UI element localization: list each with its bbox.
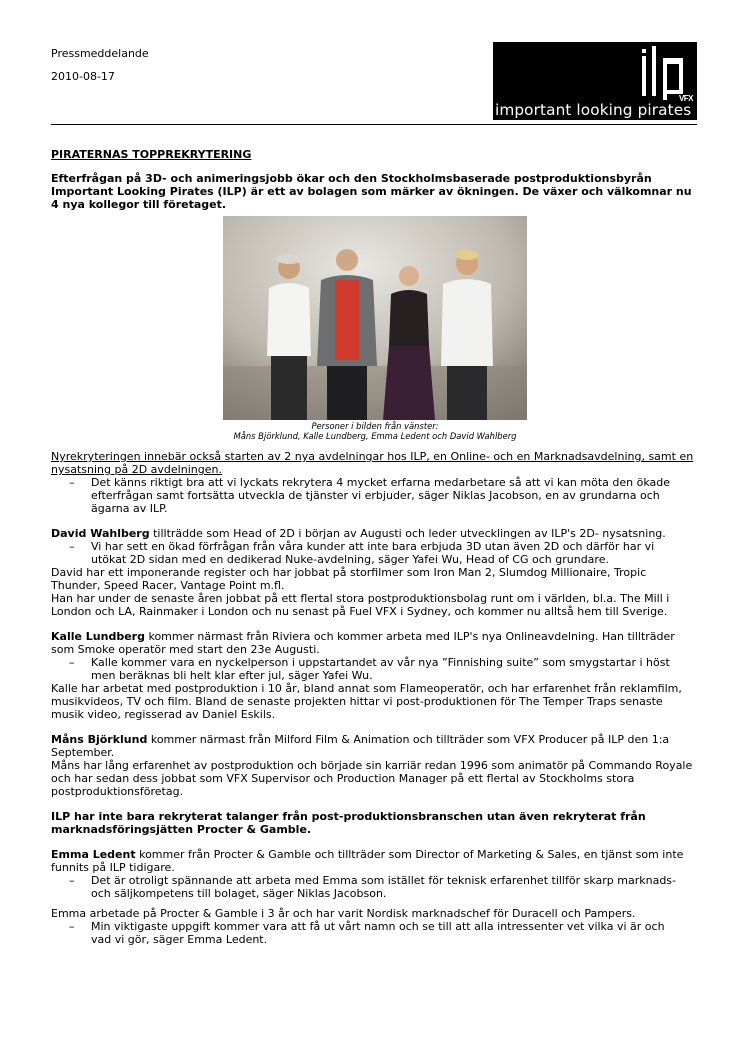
article-lead: Efterfrågan på 3D- och animeringsjobb ökar och den Stockholmsbaserade postproduktionsbyrån Important Looking Pirates (ILP) är ett av bolagen som märker av ökningen. De växer och välkomnar nu 4 nya kollegor till företaget. bbox=[51, 172, 692, 211]
doc-type: Pressmeddelande bbox=[51, 47, 149, 60]
david-paragraph bbox=[51, 527, 699, 540]
emma-name: Emma Ledent bbox=[51, 848, 136, 861]
quote-kalle bbox=[51, 656, 699, 682]
header-meta bbox=[51, 42, 149, 88]
ilp-logo bbox=[493, 42, 697, 120]
bullet-dash: – bbox=[69, 540, 75, 553]
highlight-paragraph: ILP har inte bara rekryterat talanger från post-produktionsbranschen utan även rekryterat från marknadsföringsjätten Procter & Gamble. bbox=[51, 810, 646, 836]
caption-line-1: Personer i bilden från vänster: bbox=[311, 421, 439, 431]
kalle-intro: kommer närmast från Riviera och kommer arbeta med ILP's nya Onlineavdelning. Han tillträder som Smoke operatör med start den 23e Augusti. bbox=[51, 630, 675, 656]
release-date: 2010-08-17 bbox=[51, 70, 115, 83]
quote-niklas bbox=[51, 476, 699, 515]
emma-intro: kommer från Procter & Gamble och tillträder som Director of Marketing & Sales, en tjänst som inte funnits på ILP tidigare. bbox=[51, 848, 684, 874]
header-divider bbox=[51, 124, 697, 125]
ilp-logo-mark bbox=[639, 46, 689, 100]
photo-caption bbox=[51, 421, 699, 441]
intro-paragraph: Nyrekryteringen innebär också starten av 2 nya avdelningar hos ILP, en Online- och en Marknadsavdelning, samt en nysatsning på 2D avdelningen. bbox=[51, 450, 694, 476]
david-intro: tillträdde som Head of 2D i början av Augusti och leder utvecklingen av ILP's 2D- nysatsning. bbox=[149, 527, 666, 540]
kalle-name: Kalle Lundberg bbox=[51, 630, 145, 643]
mans-experience: Måns har lång erfarenhet av postproduktion och började sin karriär redan 1996 som animatör på Commando Royale och har sedan dess jobbat som VFX Supervisor och Production Manager på ett flertal av Stockholms stora postproduktionsföretag. bbox=[51, 759, 693, 798]
team-photo bbox=[223, 216, 527, 420]
quote-text: Kalle kommer vara en nyckelperson i uppstartandet av vår nya ”Finnishing suite” som smygstartar i höst men beräknas bli helt klar efter jul, säger Yafei Wu. bbox=[91, 656, 670, 682]
david-name: David Wahlberg bbox=[51, 527, 150, 540]
caption-line-2: Måns Björklund, Kalle Lundberg, Emma Ledent och David Wahlberg bbox=[233, 431, 517, 441]
kalle-experience: Kalle har arbetat med postproduktion i 10 år, bland annat som Flameoperatör, och har erfarenhet från reklamfilm, musikvideos, TV och film. Bland de senaste projekten hittar vi post-produktionen för The Temper Traps senaste musik video, regisserad av Daniel Eskils. bbox=[51, 682, 682, 721]
bullet-dash: – bbox=[69, 874, 75, 887]
quote-text: Det är otroligt spännande att arbeta med Emma som istället för teknisk erfarenhet tillför skarp marknads- och säljkompetens till bolaget, säger Niklas Jacobson. bbox=[91, 874, 676, 900]
emma-background: Emma arbetade på Procter & Gamble i 3 år och har varit Nordisk marknadschef för Duracell och Pampers. bbox=[51, 907, 636, 920]
photo-figure bbox=[51, 216, 699, 441]
bullet-dash: – bbox=[69, 920, 75, 933]
quote-emma bbox=[51, 920, 699, 946]
article-title: PIRATERNAS TOPPREKRYTERING bbox=[51, 148, 252, 161]
mans-paragraph bbox=[51, 733, 699, 759]
quote-text: Min viktigaste uppgift kommer vara att få ut vårt namn och se till att alla intressenter vet vilka vi är och vad vi gör, säger Emma Ledent. bbox=[91, 920, 665, 946]
article-body bbox=[51, 148, 699, 946]
quote-text: Det känns riktigt bra att vi lyckats rekrytera 4 mycket erfarna medarbetare så att vi kan möta den ökade efterfrågan samt fortsätta utveckla de tjänster vi erbjuder, säger Niklas Jacobson, en av grundarna och ägarna av ILP. bbox=[91, 476, 671, 515]
bullet-dash: – bbox=[69, 476, 75, 489]
logo-vfx-label: VFX bbox=[678, 94, 693, 103]
bullet-dash: – bbox=[69, 656, 75, 669]
mans-name: Måns Björklund bbox=[51, 733, 148, 746]
quote-niklas-emma bbox=[51, 874, 699, 900]
david-credits: David har ett imponerande register och har jobbat på storfilmer som Iron Man 2, Slumdog Millionaire, Tropic Thunder, Speed Racer, Vantage Point m.fl. bbox=[51, 566, 647, 592]
david-career: Han har under de senaste åren jobbat på ett flertal stora postproduktionsbolag runt om i världen, bl.a. The Mill i London och LA, Rainmaker i London och nu senast på Fuel VFX i Sydney, och kommer nu alltså hem till Sverige. bbox=[51, 592, 670, 618]
quote-yafei bbox=[51, 540, 699, 566]
logo-wordmark: important looking pirates bbox=[495, 101, 692, 119]
emma-paragraph bbox=[51, 848, 699, 874]
quote-text: Vi har sett en ökad förfrågan från våra kunder att inte bara erbjuda 3D utan även 2D och därför har vi utökat 2D sidan med en dedikerad Nuke-avdelning, säger Yafei Wu, Head of CG och grundare. bbox=[91, 540, 655, 566]
mans-intro: kommer närmast från Milford Film & Animation och tillträder som VFX Producer på ILP den 1:a September. bbox=[51, 733, 670, 759]
kalle-paragraph bbox=[51, 630, 699, 656]
